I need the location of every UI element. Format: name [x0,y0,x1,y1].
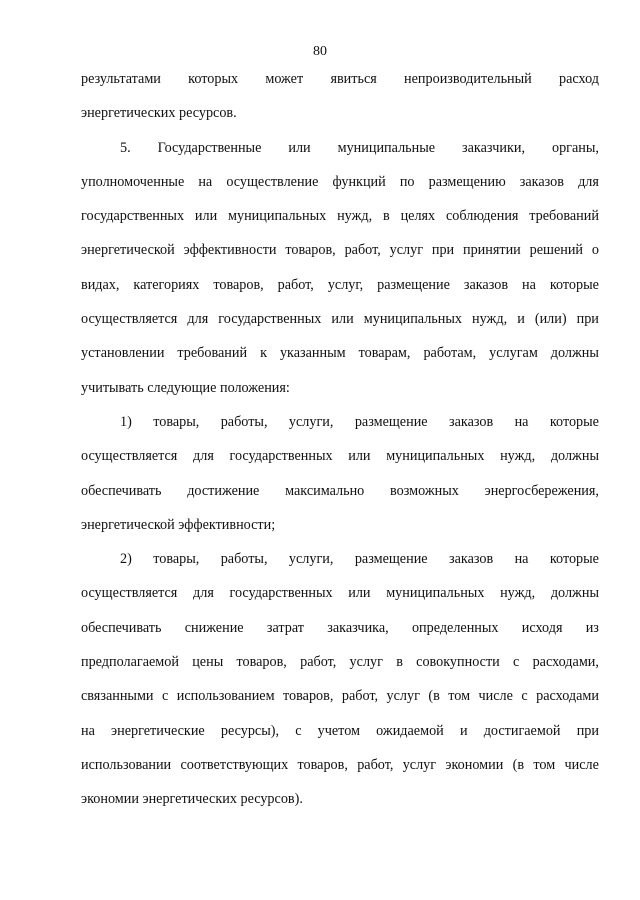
text-line: экономии энергетических ресурсов). [81,791,303,808]
word: достижение [187,482,260,499]
word: муниципальных [386,585,485,602]
word: при [576,722,599,739]
word: работы, [220,413,268,430]
text-line [81,275,599,309]
word: товарам, [358,345,411,362]
text-line [81,686,599,720]
word: государственных [218,311,322,328]
word: которых [188,71,239,87]
word: соблюдения [446,208,519,225]
word: ожидаемой [376,722,444,739]
word: явиться [330,71,377,87]
word: заказов [463,276,509,293]
word: работ, [341,688,379,705]
word: обеспечивать [81,482,162,499]
word: из [585,619,599,636]
word: при [576,311,599,328]
word: на [514,413,529,430]
word: использовании [81,756,172,773]
word: для [187,311,209,328]
word: услуги, [288,413,334,430]
word: снижение [184,619,244,636]
word: (или) [534,311,567,328]
word: для [193,585,214,602]
word: или [348,585,371,602]
word: предполагаемой [81,654,179,671]
word: должны [550,585,599,602]
word: работы, [220,551,268,568]
word: обеспечивать [81,619,162,636]
word: исходя [521,619,563,636]
word: требований [177,345,248,362]
page-number: 80 [313,44,327,59]
word: и [517,311,525,328]
word: услуг [349,654,383,671]
text-line [81,652,599,686]
text-line [81,583,599,617]
word: работам, [423,345,477,362]
text-line [81,240,599,274]
word: нужд, [500,448,536,465]
word: (в [428,688,440,705]
word: с [295,722,302,739]
word: 1) [120,413,132,430]
word: установлении [81,345,165,362]
text-line [81,172,599,206]
word: может [265,71,304,87]
body-text [81,69,599,824]
word: с [521,688,528,705]
word: для [578,173,599,190]
word: работ, [277,276,314,293]
word: размещению [428,173,506,190]
word: совокупности [416,654,500,671]
word: уполномоченные [81,173,185,190]
word: энергетические [111,722,205,739]
word: заказчики, [462,139,525,156]
word: к [260,345,267,362]
word: или [331,311,354,328]
word: расход [559,71,599,87]
word: муниципальных [363,311,462,328]
word: Государственные [157,139,262,156]
word: числе [564,756,599,773]
word: работ, [300,654,337,671]
word: на [81,722,95,739]
text-line [81,618,599,652]
word: принятии [462,242,521,259]
word: числе [478,688,513,705]
word: с [513,654,520,671]
word: соответствующих [180,756,289,773]
word: (в [512,756,525,773]
text-line [81,549,599,583]
word: товаров, [213,276,264,293]
word: целях [400,208,436,225]
text-line [81,755,599,789]
word: заказов [448,551,494,568]
word: функций [332,173,386,190]
text-line: учитывать следующие положения: [81,379,290,396]
word: должны [550,345,599,362]
word: нужд, [472,311,508,328]
word: ресурсы), [220,722,280,739]
word: осуществление [226,173,319,190]
word: работ, [357,756,394,773]
word: товаров, [285,242,336,259]
word: и [459,722,468,739]
word: нужд, [500,585,536,602]
word: нужд, [337,208,373,225]
text-line [81,69,599,103]
word: услуги, [288,551,334,568]
text-line [81,138,599,172]
word: расходами [536,688,599,705]
word: на [514,551,529,568]
word: размещение [354,413,428,430]
word: по [399,173,415,190]
word: связанными [81,688,154,705]
word: или [194,208,218,225]
word: непроизводительный [404,71,532,87]
word: органы, [551,139,599,156]
word: или [348,448,371,465]
word: размещение [377,276,450,293]
text-line: энергетических ресурсов. [81,105,237,122]
word: заказов [519,173,564,190]
word: заказчика, [327,619,389,636]
word: товаров, [297,756,348,773]
word: которые [549,413,599,430]
word: осуществляется [81,311,178,328]
word: которые [549,276,599,293]
word: заказов [448,413,494,430]
word: осуществляется [81,448,178,465]
word: определенных [411,619,499,636]
word: с [161,688,169,705]
word: осуществляется [81,585,178,602]
text-line [81,309,599,343]
word: муниципальных [386,448,485,465]
text-line [81,721,599,755]
word: решений [529,242,584,259]
word: эффективности [183,242,277,259]
word: категориях [133,276,200,293]
word: государственных [81,208,185,225]
word: товары, [153,551,200,568]
word: затрат [266,619,304,636]
text-line [81,206,599,240]
word: энергосбережения, [484,482,599,499]
word: государственных [229,448,333,465]
text-line [81,412,599,446]
text-line [81,446,599,480]
word: услугам [489,345,538,362]
word: услуг, [327,276,364,293]
word: при [431,242,455,259]
word: на [522,276,536,293]
word: товаров, [283,688,334,705]
word: услуг [402,756,437,773]
word: в [383,208,390,225]
word: государственных [229,585,333,602]
word: в [396,654,403,671]
word: о [591,242,599,259]
word: требований [529,208,599,225]
word: том [448,688,471,705]
word: энергетической [81,242,175,259]
word: для [193,448,214,465]
word: использованием [176,688,275,705]
word: том [533,756,556,773]
text-line [81,343,599,377]
word: или [288,139,311,156]
word: на [198,173,213,190]
word: товары, [153,413,200,430]
word: которые [549,551,599,568]
word: учетом [317,722,360,739]
word: 2) [120,551,132,568]
word: услуг [386,688,420,705]
text-line [81,481,599,515]
word: муниципальные [337,139,436,156]
word: товаров, [236,654,287,671]
word: указанным [279,345,346,362]
word: экономии [445,756,504,773]
word: возможных [390,482,459,499]
word: 5. [120,139,131,156]
word: услуг [389,242,424,259]
word: результатами [81,71,161,87]
word: муниципальных [228,208,327,225]
word: цены [192,654,224,671]
text-line: энергетической эффективности; [81,516,276,533]
word: должны [550,448,599,465]
word: максимально [285,482,365,499]
word: расходами, [532,654,599,671]
word: размещение [354,551,428,568]
word: работ, [344,242,381,259]
word: достигаемой [483,722,561,739]
word: видах, [81,276,120,293]
